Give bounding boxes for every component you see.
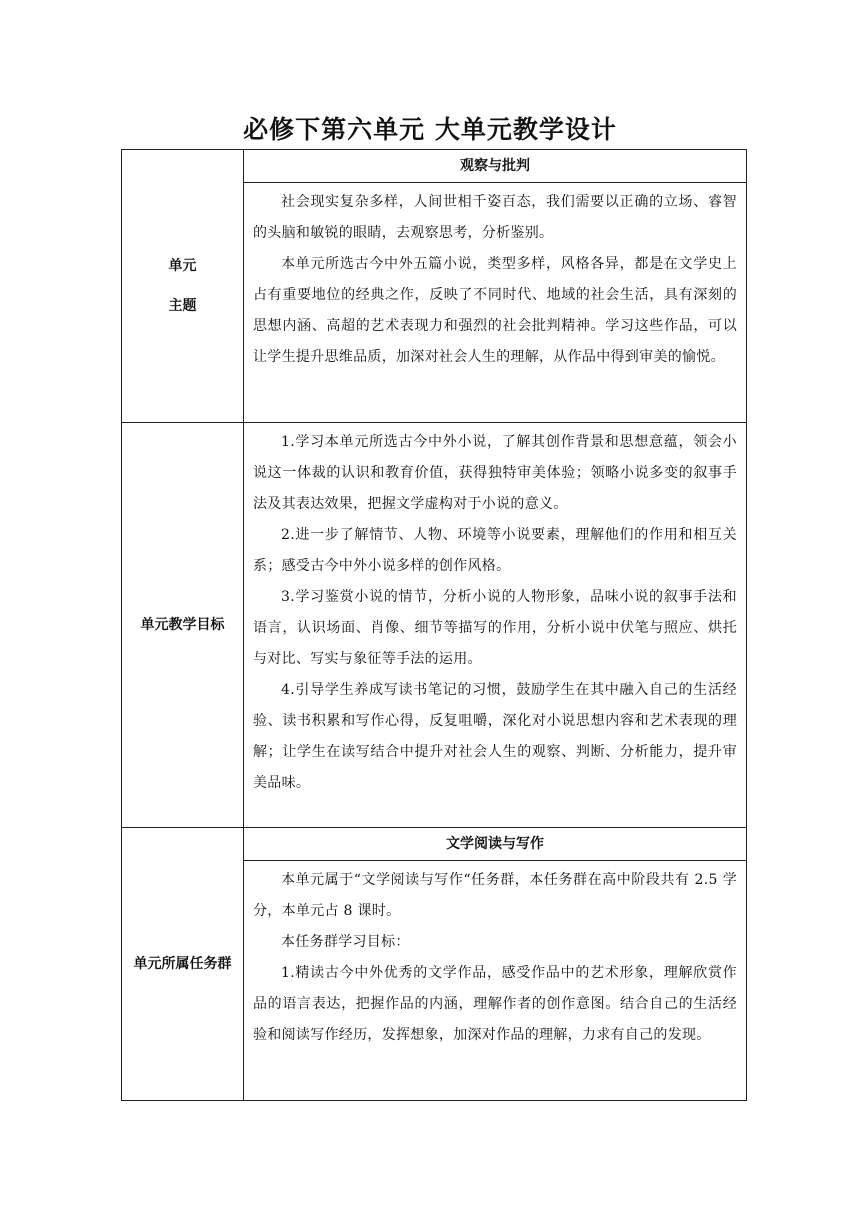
goals-paragraph: 2.进一步了解情节、人物、环境等小说要素，理解他们的作用和相互关系；感受古今中外小说多样的创作风格。 [253,527,737,574]
unit-design-table [121,149,747,1101]
theme-content-cell [244,183,747,423]
theme-paragraph: 本单元所选古今中外五篇小说，类型多样，风格各异，都是在文学史上占有重要地位的经典之作，反映了不同时代、地域的社会生活，具有深刻的思想内涵、高超的艺术表现力和强烈的社会批判精神。学习这些作品，可以让学生提升思维品质，加深对社会人生的理解，从作品中得到审美的愉悦。 [253,256,737,366]
task-group-subheading-cell [244,828,747,861]
theme-subheading: 观察与批判 [460,158,530,174]
theme-paragraph: 社会现实复杂多样，人间世相千姿百态，我们需要以正确的立场、睿智的头脑和敏锐的眼睛，去观察思考，分析鉴别。 [253,194,737,242]
task-group-paragraph: 本任务群学习目标： [281,934,410,951]
page-title: 必修下第六单元 大单元教学设计 [243,115,617,144]
task-group-label: 单元所属任务群 [133,956,232,972]
task-group-paragraph: 1.精读古今中外优秀的文学作品，感受作品中的艺术形象，理解欣赏作品的语言表达，把握作品的内涵，理解作者的创作意图。结合自己的生活经验和阅读写作经历，发挥想象，加深对作品的理解，力求有自己的发现。 [253,965,737,1044]
task-group-paragraph: 本单元属于“文学阅读与写作“任务群，本任务群在高中阶段共有 2.5 学分，本单元占 8 课时。 [253,872,737,920]
table-row-goals [122,423,747,828]
goals-paragraph: 1.学习本单元所选古今中外小说，了解其创作背景和思想意蕴，领会小说这一体裁的认识和教育价值，获得独特审美体验；领略小说多变的叙事手法及其表达效果，把握文学虚构对于小说的意义。 [253,434,737,512]
theme-subheading-cell [244,150,747,183]
goals-paragraph: 4.引导学生养成写读书笔记的习惯，鼓励学生在其中融入自己的生活经验、读书积累和写作心得，反复咀嚼，深化对小说思想内容和艺术表现的理解；让学生在读写结合中提升对社会人生的观察、判断、分析能力，提升审美品味。 [253,682,737,791]
theme-label-cell [122,150,244,423]
theme-label-line1: 单元 [168,258,197,274]
goals-label: 单元教学目标 [140,617,225,633]
goals-paragraph: 3.学习鉴赏小说的情节，分析小说的人物形象，品味小说的叙事手法和语言，认识场面、肖像、细节等描写的作用，分析小说中伏笔与照应、烘托与对比、写实与象征等手法的运用。 [253,589,737,667]
task-group-label-cell [122,828,244,1101]
table-row-theme [122,150,747,183]
goals-label-cell [122,423,244,828]
theme-label-line2: 主题 [168,298,197,314]
goals-content-cell [244,423,747,828]
task-group-content-cell [244,861,747,1101]
table-row-task-group [122,828,747,861]
task-group-subheading: 文学阅读与写作 [446,836,544,852]
